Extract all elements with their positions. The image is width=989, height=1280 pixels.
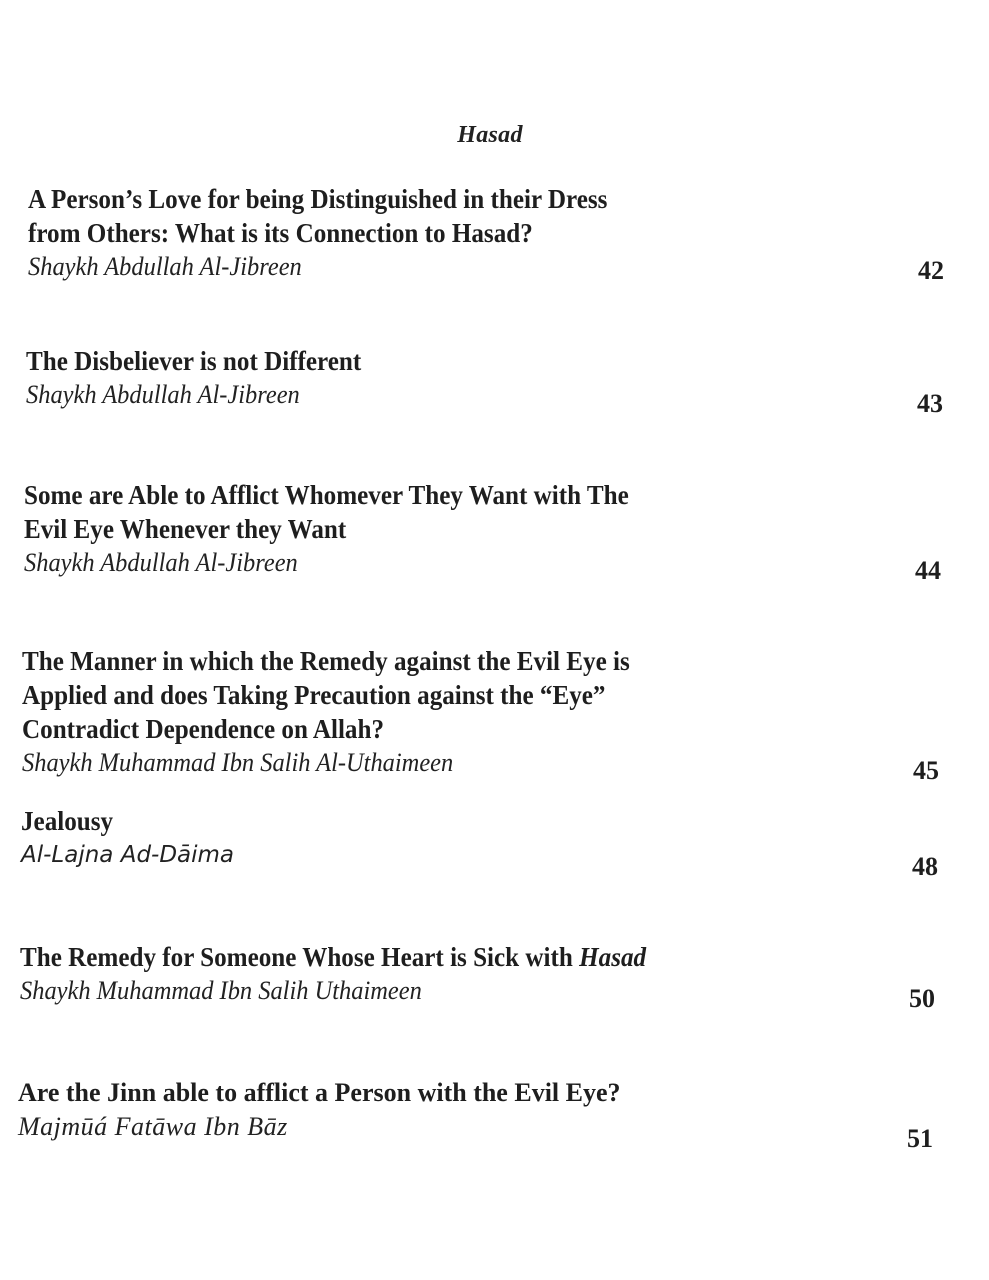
entry-title-line: Evil Eye Whenever they Want bbox=[24, 514, 347, 544]
entry-author: Shaykh Abdullah Al-Jibreen bbox=[26, 380, 300, 409]
entry-author: Shaykh Abdullah Al-Jibreen bbox=[28, 252, 302, 281]
entry-author: Al-Lajna Ad-Dāima bbox=[21, 842, 235, 868]
toc-entry[interactable] bbox=[0, 1076, 989, 1153]
entry-title-line: The Manner in which the Remedy against the Evil Eye is bbox=[22, 646, 630, 676]
entry-title bbox=[22, 644, 921, 746]
toc-entry[interactable] bbox=[0, 182, 989, 284]
toc-entry[interactable] bbox=[0, 804, 989, 881]
entry-title bbox=[20, 940, 921, 974]
entry-author: Shaykh Muhammad Ibn Salih Al-Uthaimeen bbox=[22, 748, 454, 777]
toc-entry[interactable] bbox=[0, 478, 989, 585]
toc-entry[interactable] bbox=[0, 940, 989, 1013]
toc-entry[interactable] bbox=[0, 344, 989, 418]
entry-page-number: 50 bbox=[909, 984, 935, 1013]
entry-title bbox=[28, 182, 922, 250]
entry-page-number: 42 bbox=[918, 256, 944, 285]
entry-title bbox=[18, 1076, 989, 1110]
entry-page-number: 43 bbox=[917, 389, 943, 418]
entry-page-number: 51 bbox=[907, 1124, 933, 1153]
entry-title-line: Contradict Dependence on Allah? bbox=[22, 714, 385, 744]
entry-title-line: The Remedy for Someone Whose Heart is Sick with Hasad bbox=[20, 942, 647, 972]
entry-author: Shaykh Abdullah Al-Jibreen bbox=[24, 548, 298, 577]
entry-title-line: Are the Jinn able to afflict a Person with the Evil Eye? bbox=[18, 1078, 621, 1107]
entry-title-line: A Person’s Love for being Distinguished in their Dress bbox=[28, 184, 608, 214]
entry-title bbox=[24, 478, 921, 546]
entry-author: Shaykh Muhammad Ibn Salih Uthaimeen bbox=[20, 976, 422, 1005]
entry-title-line: Applied and does Taking Precaution against the “Eye” bbox=[22, 680, 606, 710]
toc-entry[interactable] bbox=[0, 644, 989, 785]
entry-title-line: Some are Able to Afflict Whomever They Want with The bbox=[24, 480, 629, 510]
entry-title-italic: Hasad bbox=[579, 942, 647, 972]
entry-title bbox=[21, 804, 921, 838]
entry-title bbox=[26, 344, 922, 378]
section-title: Hasad bbox=[457, 122, 523, 148]
entry-title-line: The Disbeliever is not Different bbox=[26, 346, 362, 376]
entry-title-line: from Others: What is its Connection to Hasad? bbox=[28, 218, 533, 248]
entry-page-number: 45 bbox=[913, 756, 939, 785]
entry-page-number: 48 bbox=[912, 852, 938, 881]
entry-author: Majmūá Fatāwa Ibn Bāz bbox=[18, 1112, 288, 1141]
entry-title-line: Jealousy bbox=[21, 806, 114, 836]
entry-page-number: 44 bbox=[915, 556, 941, 585]
